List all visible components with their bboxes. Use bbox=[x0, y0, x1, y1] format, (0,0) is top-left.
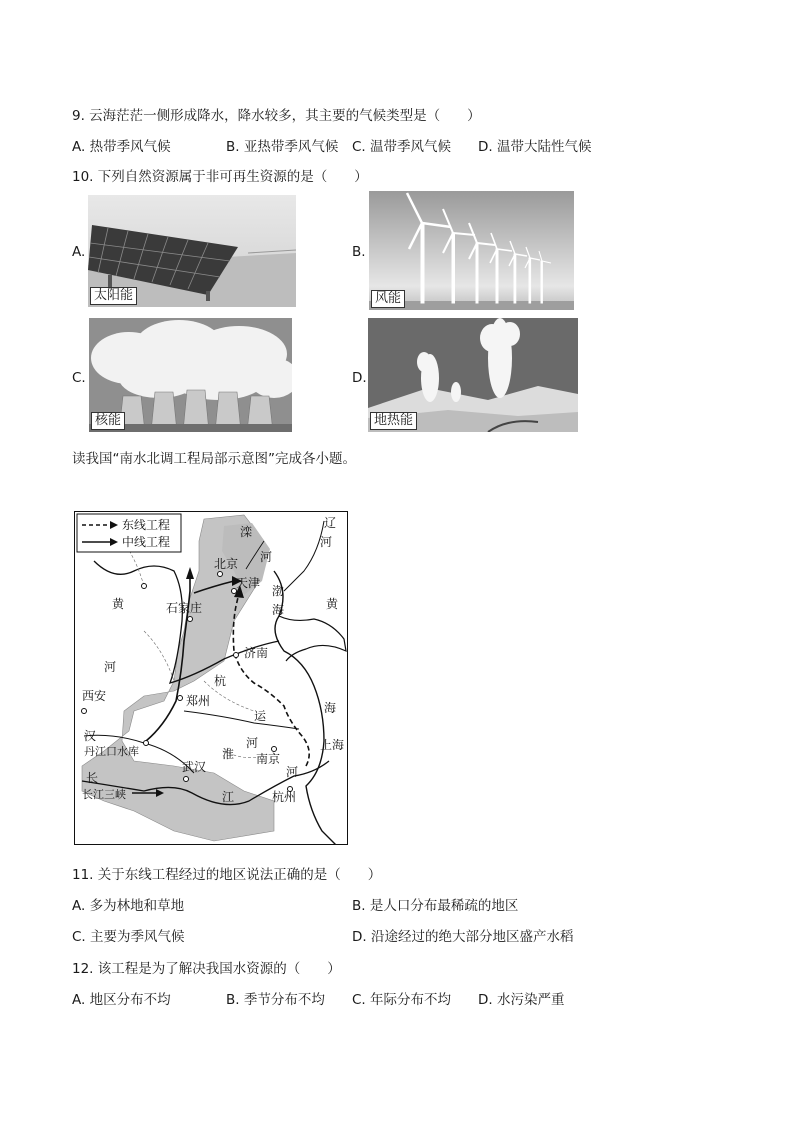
label-shijiazhuang: 石家庄 bbox=[166, 601, 203, 615]
label-tianjin: 天津 bbox=[236, 576, 261, 590]
label-zhengzhou: 郑州 bbox=[186, 694, 211, 708]
q9-option-c: C. 温带季风气候 bbox=[352, 139, 452, 155]
wind-caption: 风能 bbox=[371, 290, 405, 308]
label-huang-river-he: 河 bbox=[104, 660, 117, 674]
label-bo-hai: 海 bbox=[272, 603, 285, 617]
nuclear-plant-image bbox=[89, 318, 292, 432]
q12-option-d: D. 水污染严重 bbox=[478, 992, 565, 1008]
q9-option-b: B. 亚热带季风气候 bbox=[226, 139, 339, 155]
label-sea: 海 bbox=[324, 701, 337, 715]
label-jinan: 济南 bbox=[244, 646, 269, 660]
legend-middle: 中线工程 bbox=[122, 535, 171, 549]
q10-letter-d: D. bbox=[352, 370, 367, 386]
q11-option-d: D. 沿途经过的绝大部分地区盛产水稻 bbox=[352, 929, 574, 945]
map-intro: 读我国“南水北调工程局部示意图”完成各小题。 bbox=[72, 451, 356, 467]
q11-option-c: C. 主要为季风气候 bbox=[72, 929, 185, 945]
label-hangzhou: 杭州 bbox=[272, 790, 297, 804]
geothermal-image bbox=[368, 318, 578, 432]
solar-panel-image bbox=[88, 195, 296, 307]
q12-option-b: B. 季节分布不均 bbox=[226, 992, 325, 1008]
q11-option-b: B. 是人口分布最稀疏的地区 bbox=[352, 898, 519, 914]
label-xian: 西安 bbox=[82, 689, 107, 703]
label-three-gorges: 长江三峡 bbox=[82, 788, 126, 801]
label-hang: 杭 bbox=[214, 674, 227, 688]
q10-letter-b: B. bbox=[352, 244, 366, 260]
q9-stem: 9. 云海茫茫一侧形成降水，降水较多，其主要的气候类型是（ ） bbox=[72, 108, 481, 124]
q10-letter-a: A. bbox=[72, 244, 86, 260]
label-wuhan: 武汉 bbox=[182, 760, 207, 774]
label-chang: 长 bbox=[86, 771, 99, 785]
label-yun: 运 bbox=[254, 709, 267, 723]
label-huai: 淮 bbox=[222, 747, 235, 761]
label-shanghai: 上海 bbox=[320, 738, 345, 752]
label-liao: 辽 bbox=[324, 516, 337, 530]
q12-option-a: A. 地区分布不均 bbox=[72, 992, 171, 1008]
q11-option-a: A. 多为林地和草地 bbox=[72, 898, 185, 914]
solar-caption: 太阳能 bbox=[90, 287, 137, 305]
label-yun-he: 河 bbox=[286, 765, 299, 779]
south-north-water-diversion-map bbox=[74, 511, 348, 845]
q10-stem: 10. 下列自然资源属于非可再生资源的是（ ） bbox=[72, 169, 368, 185]
q10-letter-c: C. bbox=[72, 370, 86, 386]
label-luan-he: 河 bbox=[260, 550, 273, 564]
label-beijing: 北京 bbox=[214, 557, 239, 571]
geothermal-caption: 地热能 bbox=[370, 412, 417, 430]
q12-option-c: C. 年际分布不均 bbox=[352, 992, 452, 1008]
wind-turbine-image bbox=[369, 191, 574, 310]
q12-stem: 12. 该工程是为了解决我国水资源的（ ） bbox=[72, 961, 341, 977]
label-huang-river: 黄 bbox=[112, 597, 125, 611]
q9-option-d: D. 温带大陆性气候 bbox=[478, 139, 592, 155]
q9-option-a: A. 热带季风气候 bbox=[72, 139, 171, 155]
label-nanjing: 南京 bbox=[256, 752, 281, 766]
label-liao-he: 河 bbox=[320, 535, 333, 549]
label-han: 汉 bbox=[84, 729, 97, 743]
q11-stem: 11. 关于东线工程经过的地区说法正确的是（ ） bbox=[72, 867, 382, 883]
label-luan: 滦 bbox=[240, 525, 253, 539]
label-bo: 渤 bbox=[272, 584, 285, 598]
nuclear-caption: 核能 bbox=[91, 412, 125, 430]
legend-east: 东线工程 bbox=[122, 518, 171, 532]
label-danjiangkou: 丹江口水库 bbox=[84, 745, 139, 758]
label-huang-sea: 黄 bbox=[326, 597, 339, 611]
label-jiang: 江 bbox=[222, 790, 235, 804]
label-huai-he: 河 bbox=[246, 736, 259, 750]
